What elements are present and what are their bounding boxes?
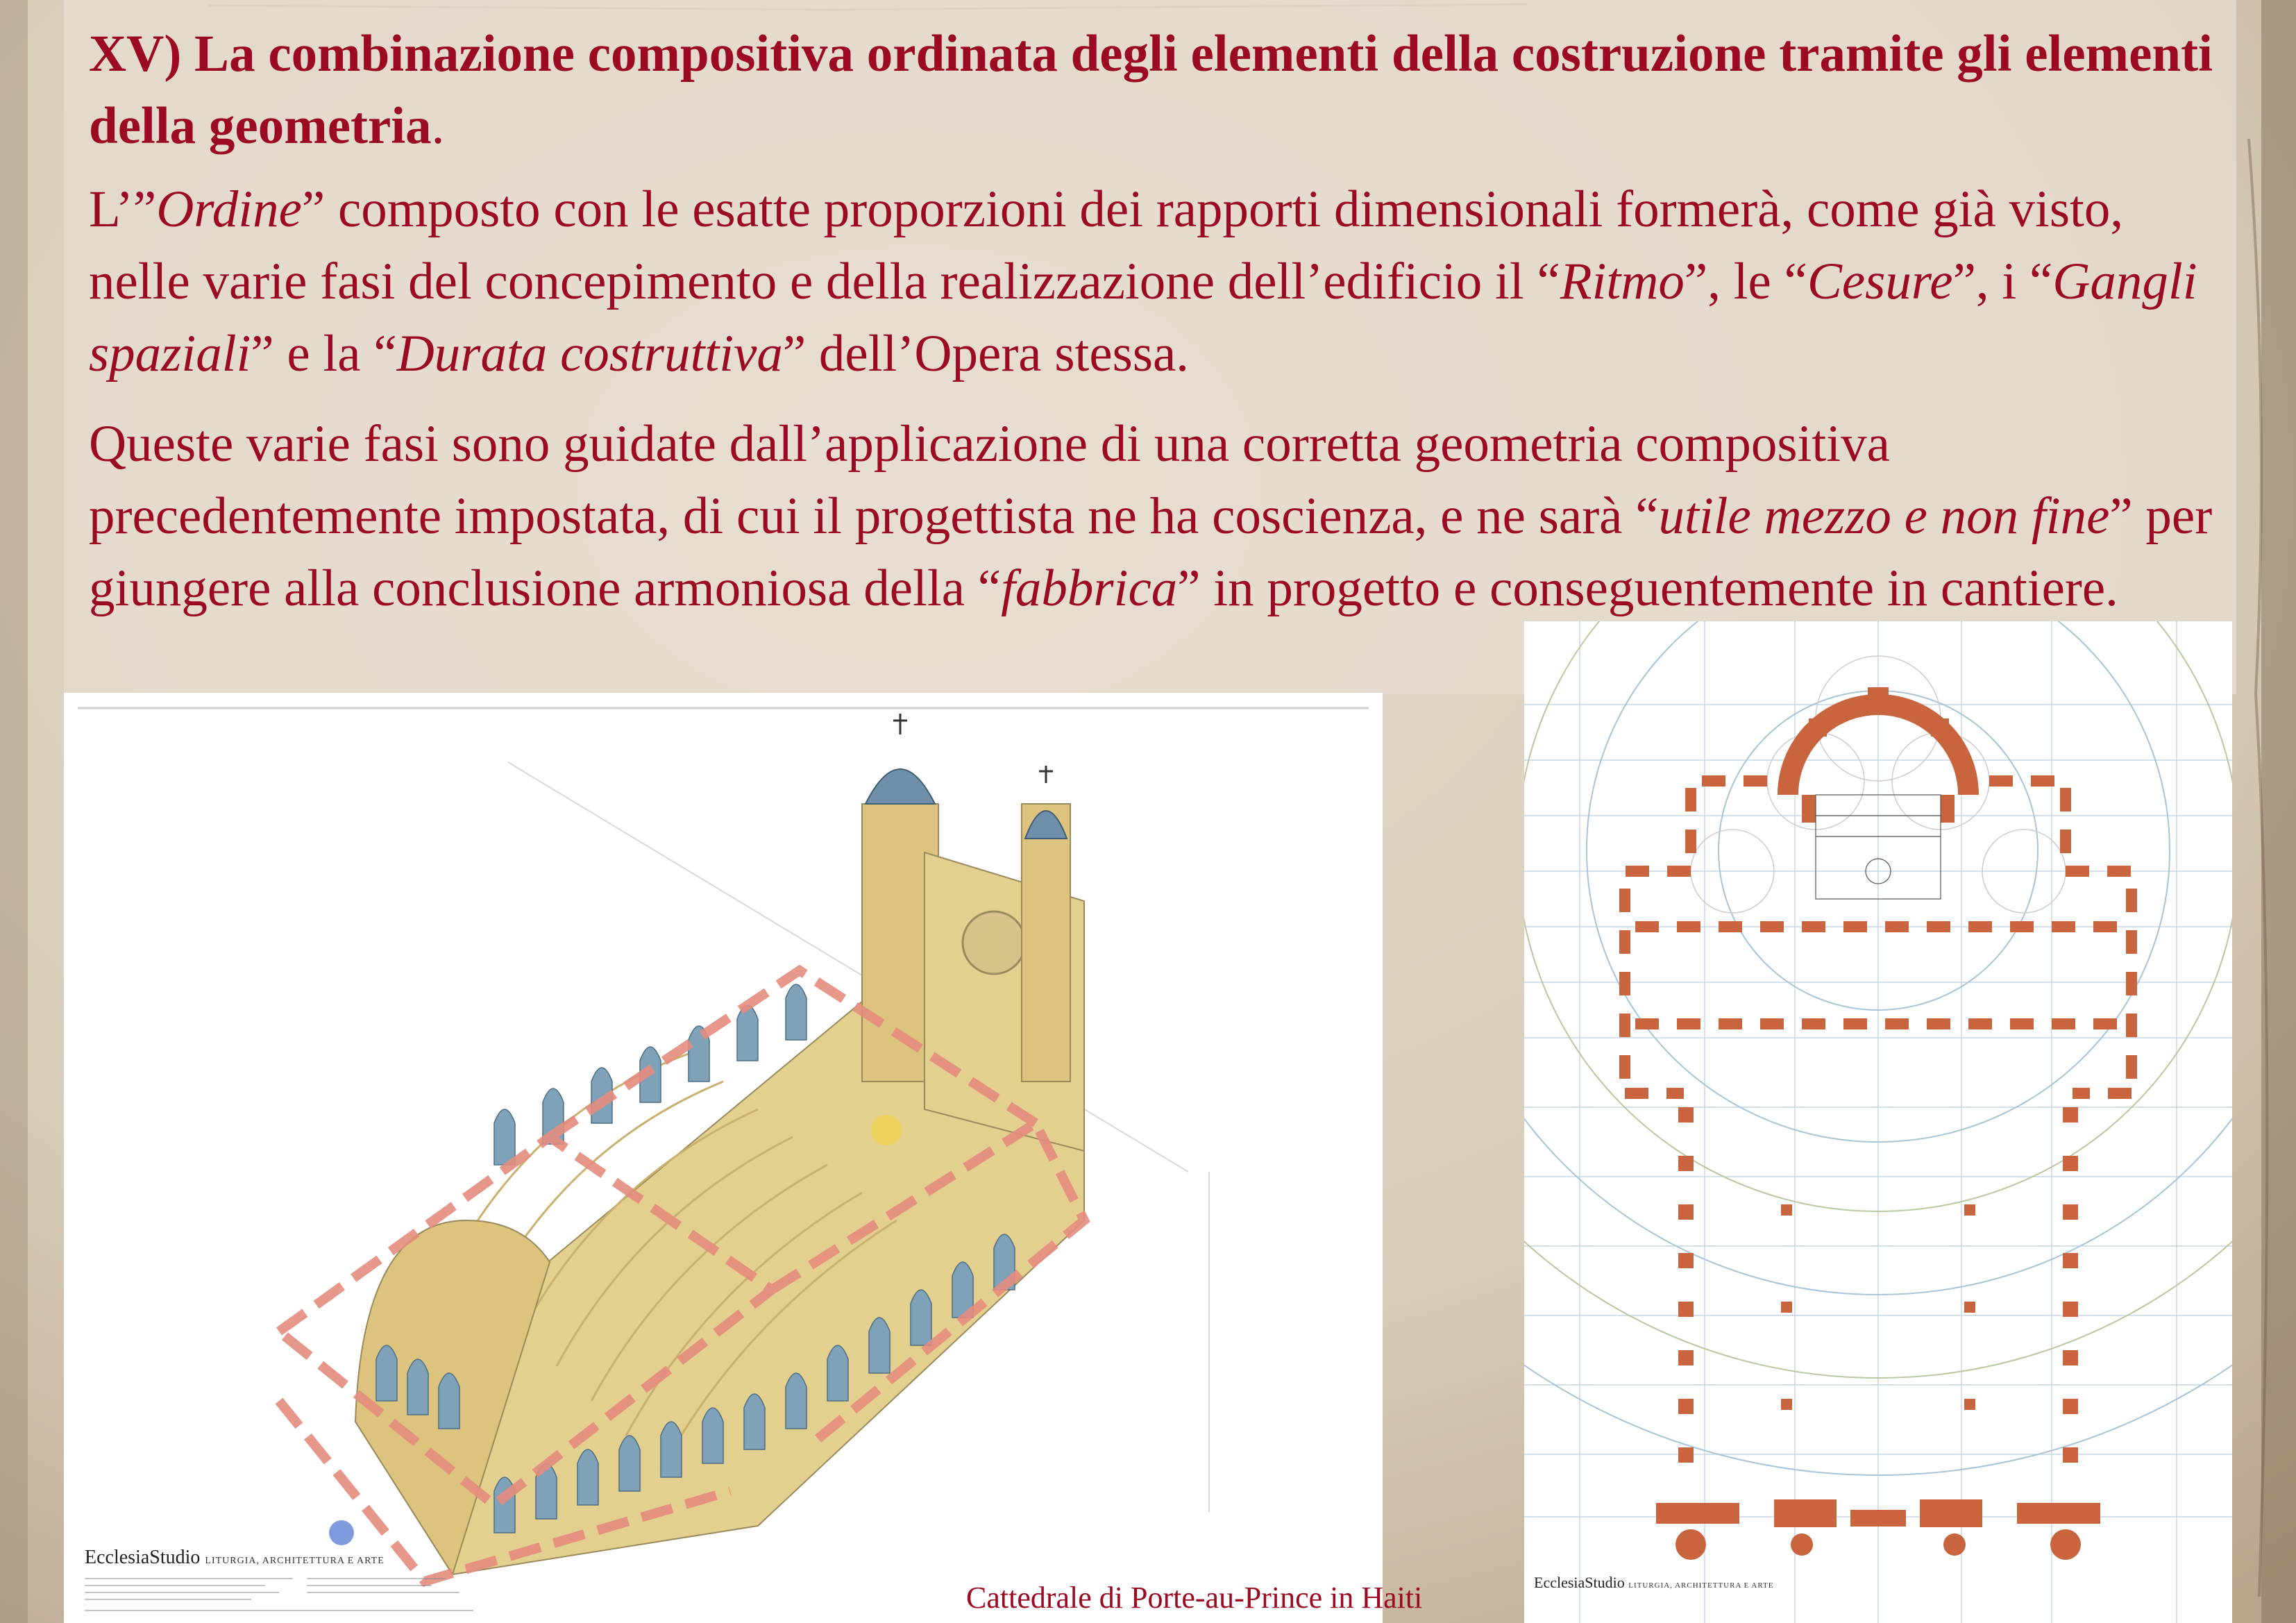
cathedral-plan-drawing bbox=[1524, 621, 2232, 1623]
floor-plan-figure bbox=[1524, 621, 2232, 1623]
p1-italic-gangli: Gangli spaziali bbox=[89, 253, 2197, 382]
cathedral-isometric-drawing bbox=[64, 693, 1383, 1623]
iso-logo-name: EcclesiaStudio bbox=[85, 1547, 201, 1568]
paragraph-order bbox=[89, 174, 2227, 390]
heading-text: XV) La combinazione compositiva ordinata degli elementi della costruzione tramite gli elementi della geometria bbox=[89, 25, 2213, 155]
p1-text-2: ” composto con le esatte proporzioni dei rapporti dimensionali formerà, come già visto, nelle varie fasi del concepimento e della realizzazione dell’edificio il “ bbox=[89, 180, 2124, 310]
p2-text-3: ” in progetto e conseguentemente in cantiere. bbox=[1177, 560, 2118, 617]
p1-text-6: ” dell’Opera stessa. bbox=[782, 325, 1190, 382]
plan-logo bbox=[1534, 1574, 1773, 1592]
plan-logo-name: EcclesiaStudio bbox=[1534, 1574, 1625, 1591]
iso-logo bbox=[85, 1547, 385, 1569]
p1-italic-durata: Durata costruttiva bbox=[396, 325, 783, 382]
p2-italic-mezzo: utile mezzo e non fine bbox=[1658, 487, 2110, 545]
p1-text-3: ”, le “ bbox=[1684, 253, 1807, 310]
p2-text-1: Queste varie fasi sono guidate dall’applicazione di una corretta geometria compositiva precedentemente impostata, di cui il progettista ne ha coscienza, e ne sarà “ bbox=[89, 415, 1890, 545]
plan-logo-subtitle: LITURGIA, ARCHITETTURA E ARTE bbox=[1628, 1581, 1774, 1590]
figure-caption: Cattedrale di Porte-au-Prince in Haiti bbox=[966, 1581, 1423, 1615]
heading-period: . bbox=[431, 97, 445, 155]
p1-italic-ritmo: Ritmo bbox=[1560, 253, 1685, 310]
paragraph-phases bbox=[89, 408, 2227, 625]
p1-text-4: ”, i “ bbox=[1952, 253, 2053, 310]
iso-title-block-lines bbox=[85, 1574, 473, 1616]
p2-italic-fabbrica: fabbrica bbox=[1001, 560, 1178, 617]
slide-heading bbox=[89, 18, 2227, 162]
iso-logo-subtitle: LITURGIA, ARCHITETTURA E ARTE bbox=[205, 1556, 385, 1566]
p1-italic-ordine: Ordine bbox=[156, 180, 302, 238]
p2-text-2: ” per giungere alla conclusione armoniosa della “ bbox=[89, 487, 2213, 617]
p1-italic-cesure: Cesure bbox=[1807, 253, 1953, 310]
isometric-cathedral-figure bbox=[64, 693, 1423, 1623]
iso-title-block bbox=[85, 1574, 473, 1616]
p1-text-5: ” e la “ bbox=[251, 325, 397, 382]
p1-text-1: L’” bbox=[89, 180, 157, 238]
